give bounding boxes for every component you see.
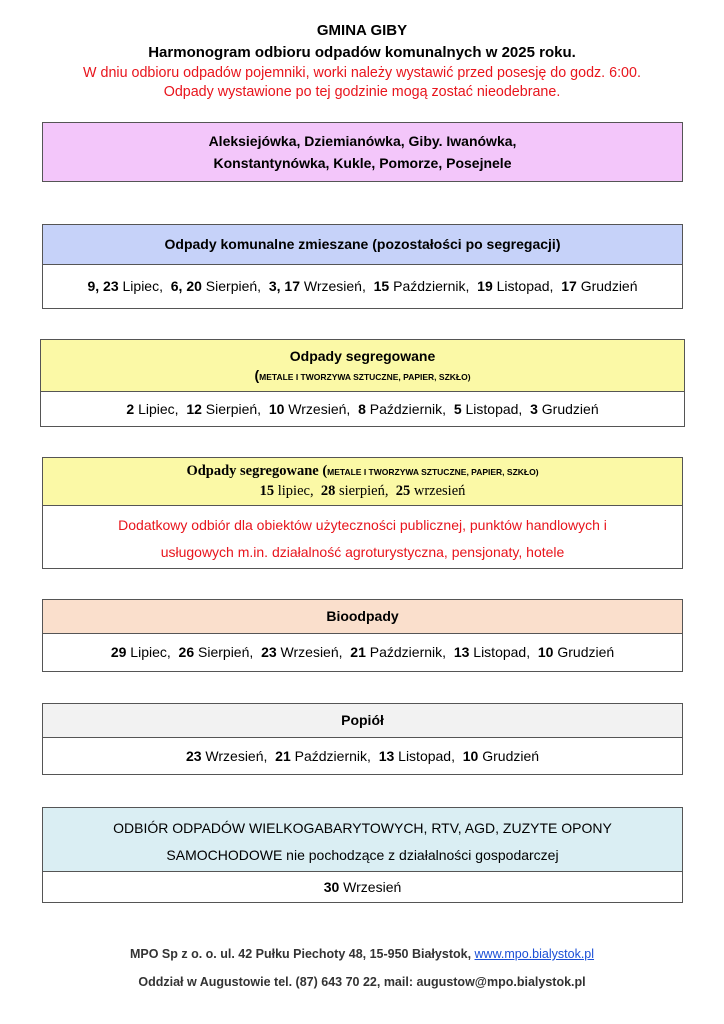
segregated-materials: METALE I TWORZYWA SZTUCZNE, PAPIER, SZKŁO) xyxy=(259,371,471,382)
mixed-waste-dates xyxy=(87,277,637,296)
date-day: 21 xyxy=(350,644,366,661)
ash-table xyxy=(42,703,683,775)
segregated-extra-dates xyxy=(260,482,466,502)
date-month: Październik, xyxy=(389,278,470,295)
date-day: 10 xyxy=(462,747,479,764)
date-month: Grudzień xyxy=(478,747,540,764)
document-title: GMINA GIBY xyxy=(316,22,408,39)
segregated-extra-title-line xyxy=(186,462,538,482)
date-month: Lipiec, xyxy=(134,400,179,417)
date-day: 8 xyxy=(358,400,366,417)
date-day: 23 xyxy=(261,644,277,661)
date-month: Sierpień, xyxy=(201,278,262,295)
date-month: Wrzesień, xyxy=(284,400,351,417)
date-day: 21 xyxy=(275,747,291,764)
date-day: 10 xyxy=(268,400,285,417)
date-month: Listopad, xyxy=(461,400,523,417)
footer-address xyxy=(0,947,724,961)
segregated-waste-title: Odpady segregowane xyxy=(289,347,436,364)
segregated-paren: ( xyxy=(254,366,260,383)
mixed-waste-header xyxy=(43,225,682,265)
date-month: Październik, xyxy=(365,644,447,661)
date-day: 28 xyxy=(320,482,336,499)
villages-box xyxy=(42,122,683,182)
date-day: 5 xyxy=(453,400,462,417)
date-day: 15 xyxy=(259,482,275,499)
date-month: Wrzesień, xyxy=(299,278,366,295)
footer-contact: Oddział w Augustowie tel. (87) 643 70 22, mail: augustow@mpo.bialystok.pl xyxy=(138,975,586,989)
bio-waste-dates xyxy=(111,643,614,662)
date-day: 10 xyxy=(537,644,554,661)
date-month: Listopad, xyxy=(492,278,554,295)
date-month: Grudzień xyxy=(576,278,638,295)
mixed-waste-table xyxy=(42,224,683,309)
notice-line-1: W dniu odbioru odpadów pojemniki, worki należy wystawić przed posesję do godz. 6:00. xyxy=(83,65,641,81)
segregated-waste-header xyxy=(41,340,684,392)
segregated-extra-header xyxy=(43,458,682,506)
date-day: 17 xyxy=(561,278,577,295)
date-month: Lipiec, xyxy=(118,278,163,295)
date-day: 6, 20 xyxy=(170,278,202,295)
segregated-extra-title: Odpady segregowane ( xyxy=(186,462,328,479)
bio-waste-header xyxy=(43,600,682,634)
date-month: Sierpień, xyxy=(201,400,262,417)
date-day: 23 xyxy=(185,747,202,764)
date-month: Wrzesień, xyxy=(276,644,343,661)
ash-title: Popiół xyxy=(341,712,384,729)
date-day: 29 xyxy=(110,644,127,661)
date-day: 2 xyxy=(126,400,135,417)
date-day: 13 xyxy=(453,644,470,661)
date-day: 9, 23 xyxy=(87,278,119,295)
date-day: 25 xyxy=(395,482,411,499)
date-month: Grudzień xyxy=(553,644,615,661)
bulky-waste-line-1: ODBIÓR ODPADÓW WIELKOGABARYTOWYCH, RTV, AGD, ZUZYTE OPONY xyxy=(113,819,612,836)
date-month: Sierpień, xyxy=(194,644,254,661)
date-month: Listopad, xyxy=(394,747,455,764)
date-day: 15 xyxy=(373,278,390,295)
date-day: 30 xyxy=(323,878,340,895)
footer-website-link[interactable]: www.mpo.bialystok.pl xyxy=(474,947,595,961)
bio-waste-title: Bioodpady xyxy=(326,608,399,625)
bulky-waste-dates xyxy=(324,878,402,897)
bulky-waste-header xyxy=(43,808,682,872)
date-month: Lipiec, xyxy=(126,644,171,661)
date-day: 3, 17 xyxy=(268,278,300,295)
mixed-waste-title: Odpady komunalne zmieszane (pozostałości po segregacji) xyxy=(164,236,561,253)
date-day: 3 xyxy=(530,400,538,417)
date-month: Grudzień xyxy=(537,400,599,417)
bulky-waste-table xyxy=(42,807,683,903)
notice-line-2: Odpady wystawione po tej godzinie mogą zostać nieodebrane. xyxy=(163,84,561,100)
date-month: Wrzesień xyxy=(339,878,402,895)
date-month: Październik, xyxy=(365,400,447,417)
date-month: Październik, xyxy=(290,747,371,764)
footer-address-text: MPO Sp z o. o. ul. 42 Pułku Piechoty 48, 15-950 Białystok, xyxy=(129,947,472,961)
date-month: sierpień, xyxy=(335,482,389,499)
date-day: 19 xyxy=(477,278,493,295)
villages-line-1: Aleksiejówka, Dziemianówka, Giby. Iwanówka, xyxy=(208,132,517,149)
date-day: 26 xyxy=(178,644,195,661)
date-month: Wrzesień, xyxy=(201,747,268,764)
segregated-extra-materials: METALE I TWORZYWA SZTUCZNE, PAPIER, SZKŁO) xyxy=(327,466,539,477)
date-day: 13 xyxy=(378,747,395,764)
date-month: wrzesień xyxy=(410,482,466,499)
date-month: Listopad, xyxy=(469,644,531,661)
segregated-waste-subtitle xyxy=(254,366,470,385)
segregated-waste-table xyxy=(40,339,685,427)
segregated-waste-dates xyxy=(126,400,598,419)
date-day: 12 xyxy=(186,400,202,417)
segregated-extra-note-2: usługowych m.in. działalność agroturystyczna, pensjonaty, hotele xyxy=(160,543,565,560)
date-month: lipiec, xyxy=(274,482,314,499)
ash-header xyxy=(43,704,682,738)
document-subtitle: Harmonogram odbioru odpadów komunalnych w 2025 roku. xyxy=(148,44,576,61)
segregated-extra-table xyxy=(42,457,683,569)
bulky-waste-line-2: SAMOCHODOWE nie pochodzące z działalności gospodarczej xyxy=(166,846,559,863)
bio-waste-table xyxy=(42,599,683,672)
villages-line-2: Konstantynówka, Kukle, Pomorze, Posejnele xyxy=(213,155,512,171)
ash-dates xyxy=(186,747,539,766)
segregated-extra-note-1: Dodatkowy odbiór dla obiektów użyteczności publicznej, punktów handlowych i xyxy=(118,516,607,533)
